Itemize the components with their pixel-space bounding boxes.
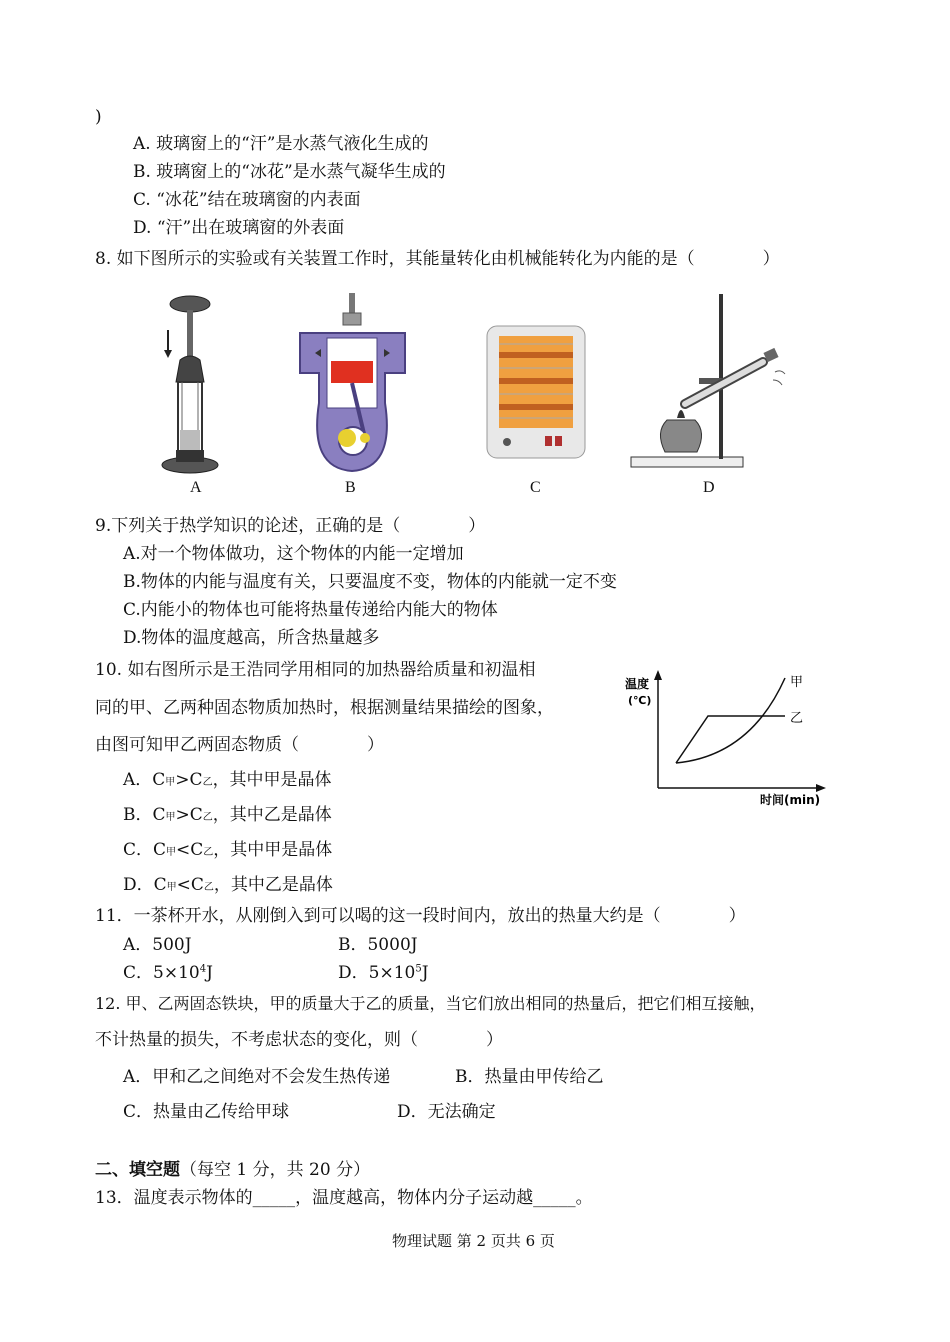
q7-option-b: B. 玻璃窗上的“冰花”是水蒸气凝华生成的 [133,162,446,182]
q7-option-a: A. 玻璃窗上的“汗”是水蒸气液化生成的 [133,134,429,154]
figure-c-electric-heater [485,322,587,462]
q11-option-a: A．500J [123,935,192,955]
q10-stem-line-1: 10. 如右图所示是王浩同学用相同的加热器给质量和初温相 [95,660,536,680]
q10-option-c: C．C甲<C乙，其中甲是晶体 [123,840,333,860]
q10-temperature-time-graph [620,668,835,813]
figure-d-test-tube-apparatus [625,292,790,474]
q12-stem-line-1: 12. 甲、乙两固态铁块，甲的质量大于乙的质量，当它们放出相同的热量后，把它们相互接触， [95,994,766,1013]
figure-a-label: A [190,479,202,496]
q12-option-a: A．甲和乙之间绝对不会发生热传递 [123,1067,391,1087]
q13-stem: 13．温度表示物体的_____，温度越高，物体内分子运动越_____。 [95,1188,593,1208]
q9-option-a: A.对一个物体做功，这个物体的内能一定增加 [123,544,464,564]
q7-paren: ) [95,107,102,127]
section-2-heading: 二、填空题（每空 1 分，共 20 分） [95,1160,371,1180]
q12-stem-line-2: 不计热量的损失，不考虑状态的变化，则（ ） [95,1030,503,1050]
graph-ylabel-2: (℃) [628,694,652,707]
q9-stem: 9.下列关于热学知识的论述，正确的是（ ） [95,516,486,536]
q11-option-c: C．$5\times 10^4J$ [123,963,213,983]
figure-b-engine-cylinder [295,293,410,473]
figure-a-compression-pump [150,290,230,480]
graph-series-jia-label: 甲 [790,675,804,690]
q12-option-d: D．无法确定 [397,1102,496,1122]
figure-c-label: C [530,479,541,496]
series-jia-curve [676,678,785,763]
page-footer: 物理试题 第 2 页共 6 页 [392,1232,555,1250]
q7-option-d: D. “汗”出在玻璃窗的外表面 [133,218,345,238]
q12-option-b: B．热量由甲传给乙 [455,1067,604,1087]
figure-d-label: D [703,479,715,496]
q9-option-d: D.物体的温度越高，所含热量越多 [123,628,380,648]
q12-option-c: C．热量由乙传给甲球 [123,1102,290,1122]
figure-b-label: B [345,479,356,496]
q10-option-b: B．C甲>C乙，其中乙是晶体 [123,805,332,825]
graph-series-yi-label: 乙 [790,711,804,726]
q9-option-b: B.物体的内能与温度有关，只要温度不变，物体的内能就一定不变 [123,572,617,592]
q9-option-c: C.内能小的物体也可能将热量传递给内能大的物体 [123,600,498,620]
q7-option-c: C. “冰花”结在玻璃窗的内表面 [133,190,361,210]
q10-stem-line-3: 由图可知甲乙两固态物质（ ） [95,735,384,755]
q8-stem: 8. 如下图所示的实验或有关装置工作时，其能量转化由机械能转化为内能的是（ ） [95,249,780,269]
q11-stem: 11．一茶杯开水，从刚倒入到可以喝的这一段时间内，放出的热量大约是（ ） [95,906,746,926]
q10-stem-line-2: 同的甲、乙两种固态物质加热时，根据测量结果描绘的图象， [95,698,554,718]
q11-option-b: B．5000J [338,935,418,955]
graph-xlabel: 时间(min) [760,793,821,807]
series-yi-line [676,716,785,763]
q10-option-d: D．C甲<C乙，其中乙是晶体 [123,875,333,895]
q10-option-a: A．C甲>C乙，其中甲是晶体 [123,770,332,790]
q11-option-d: D．$5\times 10^5J$ [338,963,429,983]
graph-ylabel-1: 温度 [625,677,650,691]
